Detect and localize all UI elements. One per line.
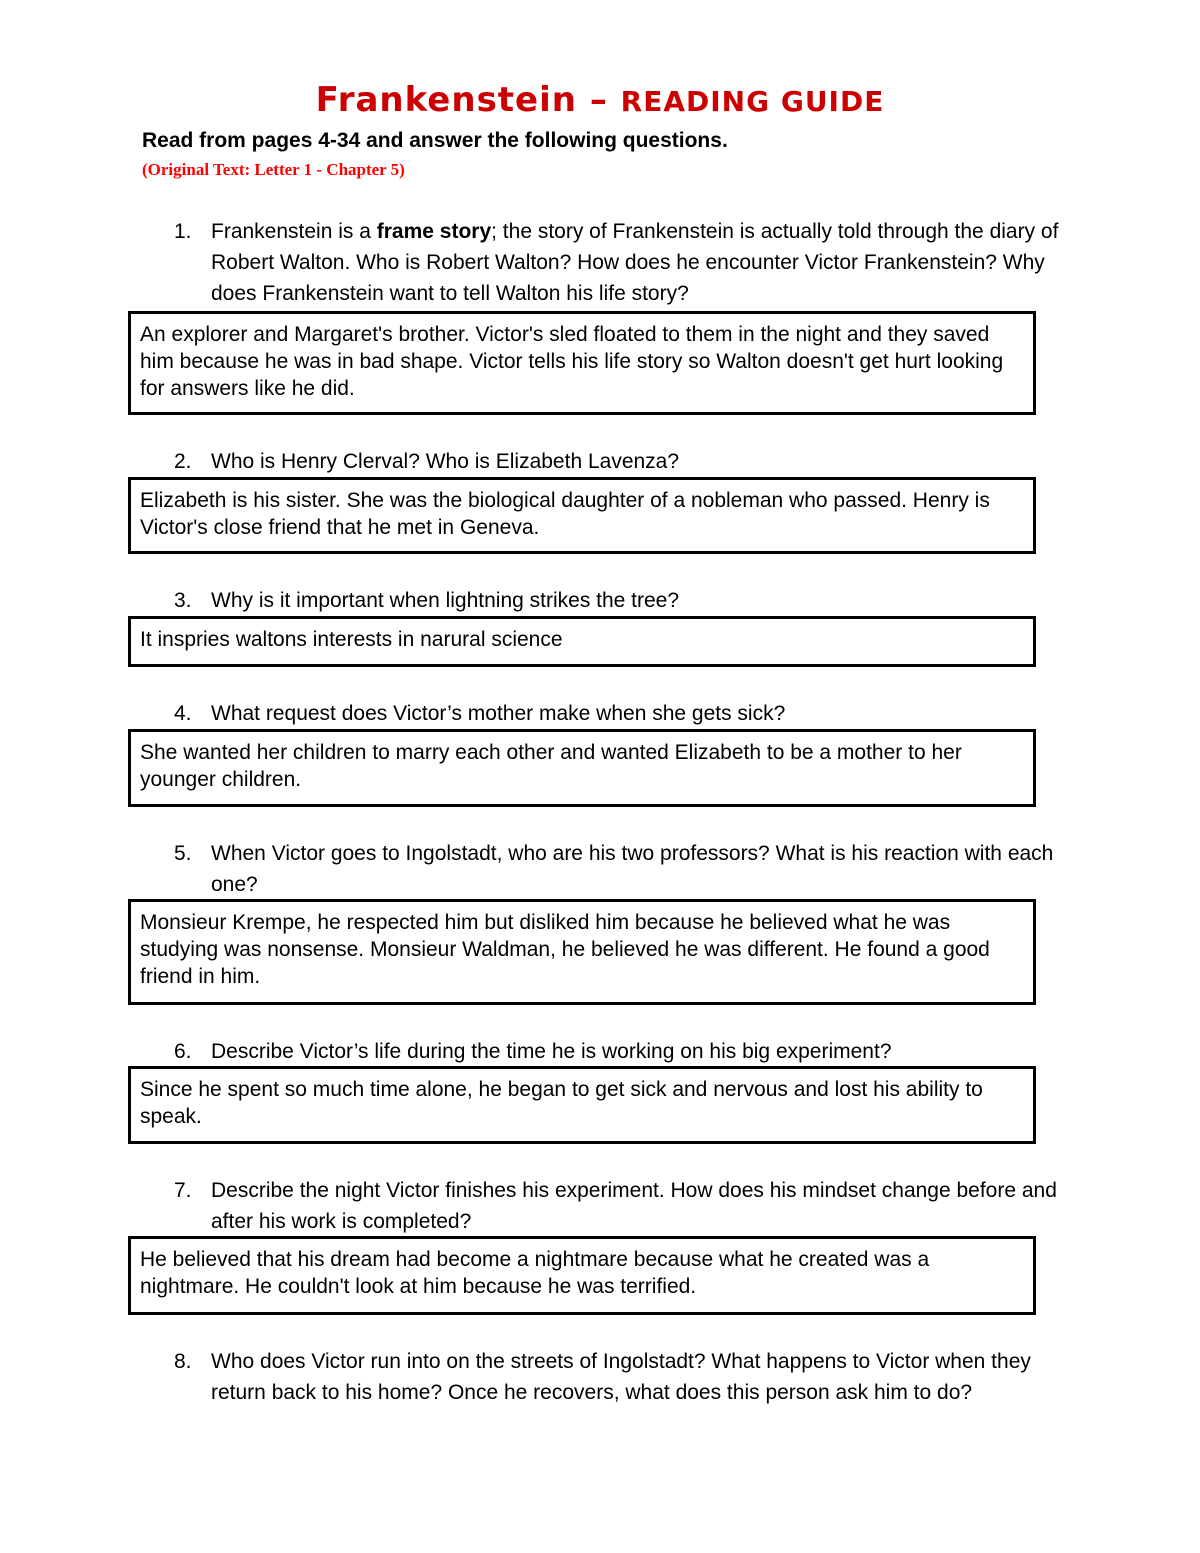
question-number: 8. xyxy=(174,1350,192,1373)
question-number: 5. xyxy=(174,842,192,865)
question-number: 3. xyxy=(174,589,192,612)
question-text: Describe the night Victor finishes his experiment. How does his mindset change before and after his work is completed? xyxy=(211,1179,1057,1233)
question-8 xyxy=(174,1346,1074,1408)
answer-box-2[interactable]: Elizabeth is his sister. She was the biological daughter of a nobleman who passed. Henry is Victor's close friend that he met in Geneva. xyxy=(128,477,1036,554)
page-title xyxy=(0,80,1200,120)
question-text: Why is it important when lightning strikes the tree? xyxy=(211,589,680,612)
question-text: Describe Victor’s life during the time he is working on his big experiment? xyxy=(211,1040,892,1063)
question-text xyxy=(211,216,1074,309)
source-reference: (Original Text: Letter 1 - Chapter 5) xyxy=(142,160,405,179)
instructions: Read from pages 4-34 and answer the following questions. xyxy=(142,129,728,152)
question-text: Who does Victor run into on the streets of Ingolstadt? What happens to Victor when they return back to his home? Once he recovers, what does this person ask him to do? xyxy=(211,1350,1031,1404)
answer-box-3[interactable]: It inspries waltons interests in narural science xyxy=(128,616,1036,667)
question-text-part: ; the story of Frankenstein is actually told through the diary of Robert Walton. Who is Robert Walton? How does he encounter Victor Frankenstein? Why does Frankenstein want to tell Walton his life story? xyxy=(211,220,1059,305)
question-4 xyxy=(174,698,1074,729)
title-main: Frankenstein – xyxy=(315,80,621,120)
question-5 xyxy=(174,838,1074,900)
question-text: When Victor goes to Ingolstadt, who are his two professors? What is his reaction with each one? xyxy=(211,842,1054,896)
answer-box-6[interactable]: Since he spent so much time alone, he began to get sick and nervous and lost his ability to speak. xyxy=(128,1066,1036,1144)
question-number: 1. xyxy=(174,220,192,243)
question-6 xyxy=(174,1036,1074,1067)
question-number: 2. xyxy=(174,450,192,473)
question-text-part: Frankenstein is a xyxy=(211,220,377,243)
question-text: Who is Henry Clerval? Who is Elizabeth Lavenza? xyxy=(211,450,680,473)
question-2 xyxy=(174,446,1074,477)
question-number: 7. xyxy=(174,1179,192,1202)
question-7 xyxy=(174,1175,1074,1237)
question-number: 4. xyxy=(174,702,192,725)
answer-box-5[interactable]: Monsieur Krempe, he respected him but disliked him because he believed what he was studying was nonsense. Monsieur Waldman, he believed he was different. He found a good friend in him. xyxy=(128,899,1036,1005)
question-number: 6. xyxy=(174,1040,192,1063)
question-1 xyxy=(174,216,1074,309)
question-emphasis: frame story xyxy=(376,220,492,243)
answer-box-7[interactable]: He believed that his dream had become a nightmare because what he created was a nightmare. He couldn't look at him because he was terrified. xyxy=(128,1236,1036,1315)
answer-box-1[interactable]: An explorer and Margaret's brother. Victor's sled floated to them in the night and they saved him because he was in bad shape. Victor tells his life story so Walton doesn't get hurt looking for answers like he did. xyxy=(128,311,1036,415)
answer-box-4[interactable]: She wanted her children to marry each other and wanted Elizabeth to be a mother to her younger children. xyxy=(128,729,1036,807)
question-3 xyxy=(174,585,1074,616)
title-sub: READING GUIDE xyxy=(620,85,885,118)
question-text: What request does Victor’s mother make when she gets sick? xyxy=(211,702,786,725)
